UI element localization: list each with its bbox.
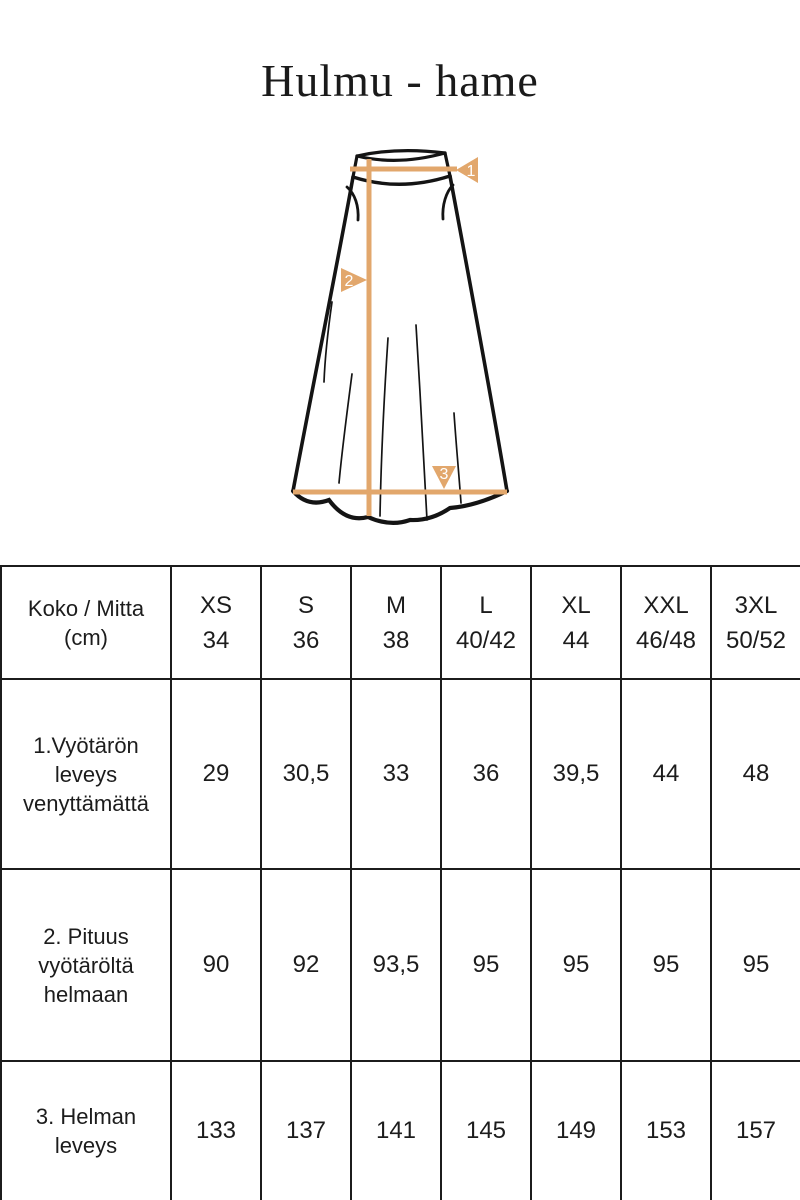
- hem-value-xl: 149: [531, 1061, 621, 1200]
- header-col-l: L 40/42: [441, 566, 531, 679]
- row-hem-label: 3. Helman leveys: [1, 1061, 171, 1200]
- marker-1-label: 1: [466, 163, 476, 180]
- hem-value-l: 145: [441, 1061, 531, 1200]
- header-size-mitta-cell: [1, 566, 171, 679]
- hem-scallop-line: [293, 491, 507, 523]
- size-table: [0, 565, 800, 1200]
- hem-value-xxl: 153: [621, 1061, 711, 1200]
- length-value-l: 95: [441, 869, 531, 1061]
- waist-value-xxl: 44: [621, 679, 711, 869]
- page-title: Hulmu - hame: [261, 55, 539, 106]
- length-value-m: 93,5: [351, 869, 441, 1061]
- header-col-xxl: XXL 46/48: [621, 566, 711, 679]
- waist-value-s: 30,5: [261, 679, 351, 869]
- waist-value-3xl: 48: [711, 679, 800, 869]
- waist-value-m: 33: [351, 679, 441, 869]
- marker-2-label: 2: [344, 273, 354, 290]
- length-value-xs: 90: [171, 869, 261, 1061]
- header-col-3xl: 3XL 50/52: [711, 566, 800, 679]
- hem-value-m: 141: [351, 1061, 441, 1200]
- table-header-row: [1, 566, 800, 679]
- marker-3-label: 3: [439, 466, 449, 483]
- skirt-diagram: [250, 140, 550, 540]
- table-row-waist: [1, 679, 800, 869]
- length-value-3xl: 95: [711, 869, 800, 1061]
- header-size-label: Koko / Mitta: [27, 595, 145, 621]
- hem-value-xs: 133: [171, 1061, 261, 1200]
- waist-value-xl: 39,5: [531, 679, 621, 869]
- row-waist-label: 1.Vyötärön leveys venyttämättä: [1, 679, 171, 869]
- skirt-outline: [293, 151, 507, 523]
- length-value-xl: 95: [531, 869, 621, 1061]
- header-col-xs: XS 34: [171, 566, 261, 679]
- waist-value-xs: 29: [171, 679, 261, 869]
- measurement-overlay: [293, 157, 507, 516]
- header-col-s: S 36: [261, 566, 351, 679]
- hem-value-s: 137: [261, 1061, 351, 1200]
- row-length-label: 2. Pituus vyötäröltä helmaan: [1, 869, 171, 1061]
- table-row-length: [1, 869, 800, 1061]
- hem-value-3xl: 157: [711, 1061, 800, 1200]
- header-col-xl: XL 44: [531, 566, 621, 679]
- header-col-m: M 38: [351, 566, 441, 679]
- header-unit-label: (cm): [64, 624, 108, 650]
- length-value-s: 92: [261, 869, 351, 1061]
- length-value-xxl: 95: [621, 869, 711, 1061]
- table-row-hem: [1, 1061, 800, 1200]
- waist-value-l: 36: [441, 679, 531, 869]
